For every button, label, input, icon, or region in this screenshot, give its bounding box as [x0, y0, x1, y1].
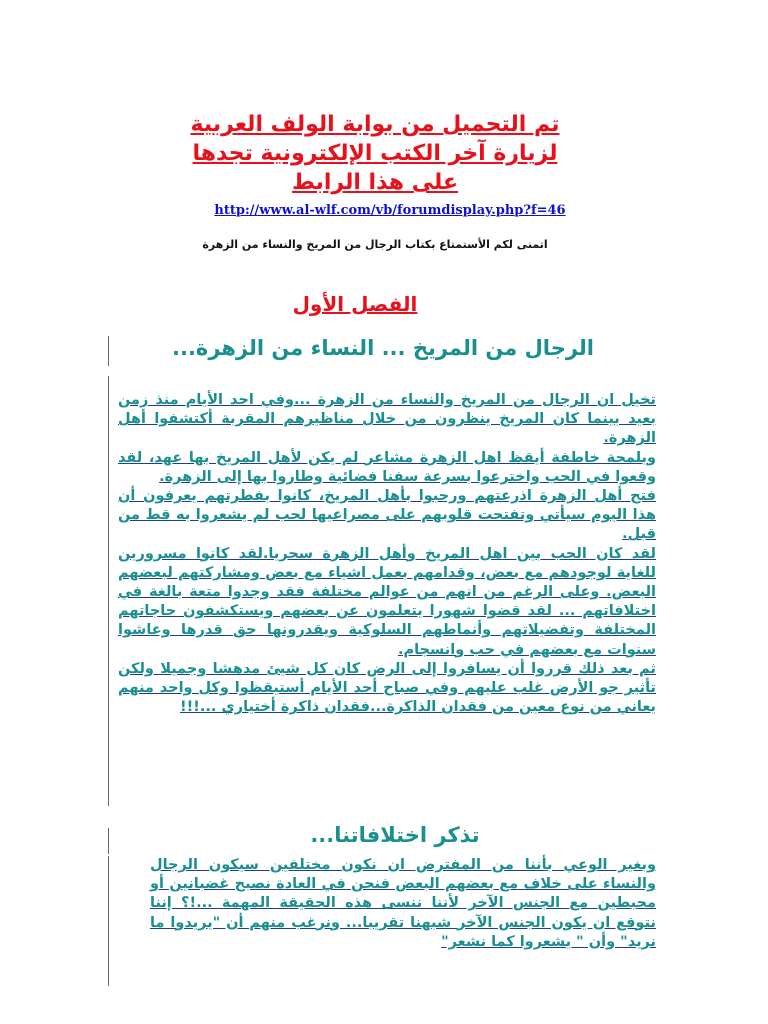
chapter-title: الفصل الأول: [292, 292, 418, 316]
notice-line-2: لزيارة آخر الكتب الإلكترونية تجدها: [192, 141, 558, 166]
notice-line-1: تم التحميل من بوابة الولف العربية: [190, 112, 560, 137]
paragraph: فتح أهل الزهرة اذرعتهم ورحبوا بأهل المريخ، كانوا بفطرتهم يعرفون أن هذا اليوم سيأتي وتفتحت قلوبهم على مصراعيها لحب لم يشعروا به قط من قبل.: [118, 488, 656, 543]
section-heading-differences: تذكر اختلافاتنا...: [310, 823, 480, 847]
enjoy-message: اتمنى لكم الأستمتاع بكتاب الرجال من المريخ والنساء من الزهرة: [202, 238, 548, 251]
margin-rule: [108, 376, 109, 806]
notice-line-3: على هذا الرابط: [292, 170, 458, 195]
paragraph: وبلمحة خاطفة أيقظ اهل الزهرة مشاعر لم يكن لأهل المريخ بها عهد، لقد وقعوا في الحب واخترعوا بسرعة سفنا فضائية وطاروا بها إلى الزهرة.: [118, 449, 656, 485]
paragraph: تخيل ان الرجال من المريخ والنساء من الزهرة ...وفي احد الأيام منذ زمن بعيد بينما كان المريخ ينظرون من خلال مناظيرهم المقربة أكتشفوا أهل الزهرة.: [118, 392, 656, 447]
section-body-1: [118, 391, 656, 717]
margin-rule: [108, 856, 109, 986]
forum-link[interactable]: http://www.al-wlf.com/vb/forumdisplay.php?f=46: [214, 203, 566, 218]
section-body-2: [150, 856, 656, 952]
download-notice: [160, 110, 590, 197]
paragraph: لقد كان الحب بين اهل المريخ وأهل الزهرة سحريا.لقد كانوا مسرورين للغاية لوجودهم مع بعض، وقدامهم بعمل اشياء مع بعض ومشاركتهم لبعضهم البعض. وعلى الرغم من انهم من عوالم مختلفة فقد وجدوا متعة بالغة في اختلافاتهم ... لقد قضوا شهورا يتعلمون عن بعضهم ويستكشفون حاجاتهم المختلفة وتفضيلاتهم وأنماطهم السلوكية ويقدرونها حق قدرها وعاشوا سنوات مع بعضهم في حب وانسجام.: [118, 545, 656, 658]
section-heading-mars-venus: الرجال من المريخ ... النساء من الزهرة...: [172, 336, 594, 360]
margin-rule: [108, 828, 109, 854]
paragraph: ثم بعد ذلك قرروا أن يسافروا إلى الرض كان كل شيئ مدهشا وجميلا ولكن تأثير جو الأرض غلب عليهم وفي صباح أحد الأيام أستيقظوا وكل واحد منهم يعاني من نوع معين من فقدان الذاكرة...فقدان ذاكرة أختياري ...!!!: [118, 660, 656, 716]
paragraph: وبغير الوعي بأننا من المفترض ان نكون مختلفين سيكون الرجال والنساء على خلاف مع بعضهم البعض فنحن في العادة نصبح غضبانين أو محبطين مع الجنس الآخر لأننا ننسى هذه الحقيقة المهمة ...!؟ إننا نتوقع ان يكون الجنس الآخر شبهنا تقريبا... ونرغب منهم أن "يريدوا ما نريد" وأن " يشعروا كما نشعر": [150, 857, 656, 950]
margin-rule: [108, 336, 109, 366]
